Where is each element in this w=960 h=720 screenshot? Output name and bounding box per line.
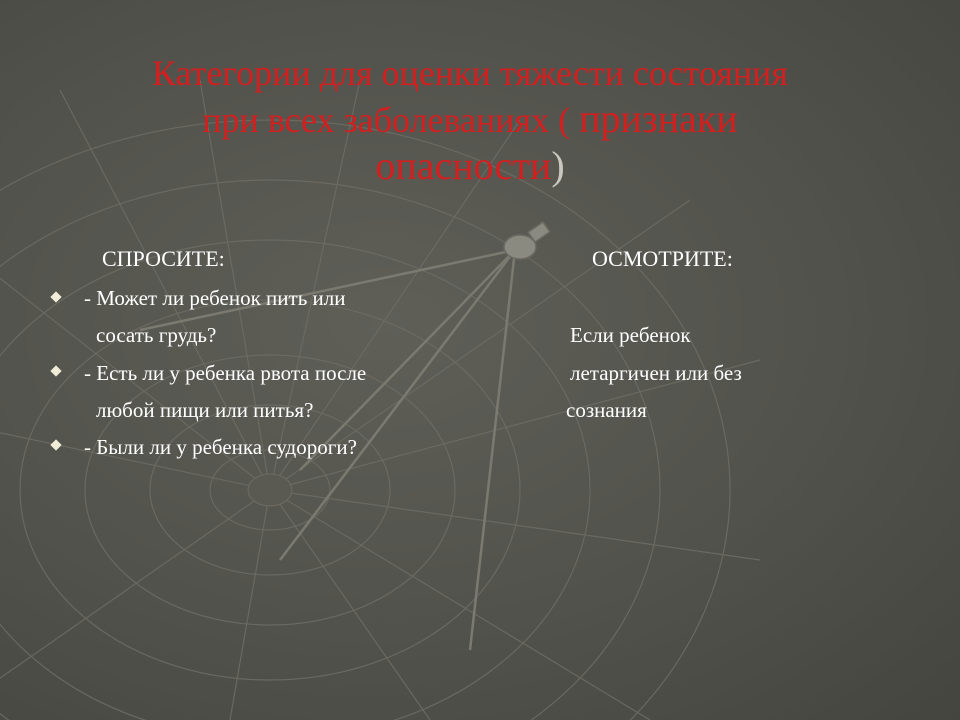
- title-part5: ): [551, 143, 565, 188]
- slide-title: [60, 50, 880, 190]
- look-line-2: летаргичен или без: [570, 361, 742, 385]
- look-line-1: Если ребенок: [570, 323, 691, 347]
- title-part4: опасности: [375, 143, 552, 188]
- look-heading: ОСМОТРИТЕ:: [592, 246, 733, 271]
- ask-item-1-line1: - Может ли ребенок пить или: [84, 286, 346, 310]
- look-line-3: сознания: [566, 398, 647, 422]
- ask-item-2-line2: любой пищи или питья?: [96, 398, 314, 422]
- ask-heading: СПРОСИТЕ:: [102, 246, 225, 271]
- title-part1: Категории для оценки тяжести состояния: [152, 53, 788, 93]
- ask-item-2-line1: - Есть ли у ребенка рвота после: [84, 361, 367, 385]
- title-part3: признаки: [579, 96, 738, 141]
- ask-item-1-line2: сосать грудь?: [96, 323, 217, 347]
- title-part2: при всех заболеваниях (: [202, 100, 580, 140]
- ask-item-3-line1: - Были ли у ребенка судороги?: [84, 435, 357, 459]
